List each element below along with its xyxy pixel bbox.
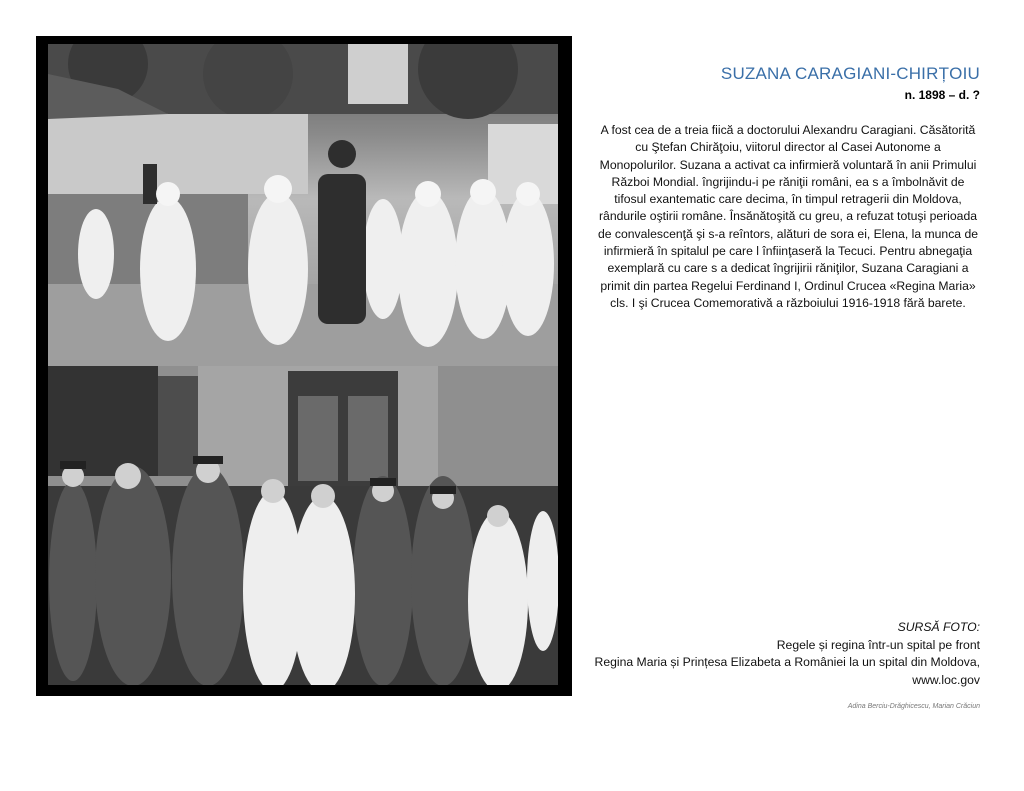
photo-queen-and-princess-at-hospital <box>48 366 558 685</box>
photo-frame <box>36 36 572 696</box>
photo-bottom-illustration <box>48 366 558 685</box>
photo-source-block <box>580 619 980 689</box>
photo-source-caption-1: Regele și regina într-un spital pe front <box>776 637 980 652</box>
photo-source-caption-2: Regina Maria și Prințesa Elizabeta a României la un spital din Moldova, www.loc.gov <box>594 655 980 687</box>
authors-credit: Adina Berciu-Drăghicescu, Marian Crăciun <box>847 703 980 710</box>
page-title: SUZANA CARAGIANI-CHIRȚOIU <box>720 64 980 83</box>
photo-king-and-queen-at-front-hospital <box>48 44 558 366</box>
photo-top-illustration <box>48 44 558 366</box>
biography-text: A fost cea de a treia fiică a doctorului Alexandru Caragiani. Căsătorită cu Ştefan Chirăţoiu, viitorul director al Casei Autonome a Monopolurilor. Suzana a activat ca infirmieră voluntară în anii Primului Război Mondial. îngrijindu-i pe răniţii români, ea s a îmbolnăvit de tifosul exantematic care decima, în timpul retragerii din Moldova, rândurile oştirii române. Însănătoşită cu greu, a refuzat totuşi perioada de convalescenţă şi s-a reîntors, alături de sora ei, Elena, la munca de infirmieră în spitalul pe care l înfiinţaseră la Tecuci. Pentru abnegaţia exemplară cu care s a dedicat îngrijirii răniţilor, Suzana Caragiani a primit din partea Regelui Ferdinand I, Ordinul Crucea «Regina Maria» cls. I şi Crucea Comemorativă a războiului 1916-1918 fără barete. <box>597 123 979 310</box>
life-dates: n. 1898 – d. ? <box>904 88 980 102</box>
photo-source-heading: SURSĂ FOTO: <box>897 620 980 634</box>
